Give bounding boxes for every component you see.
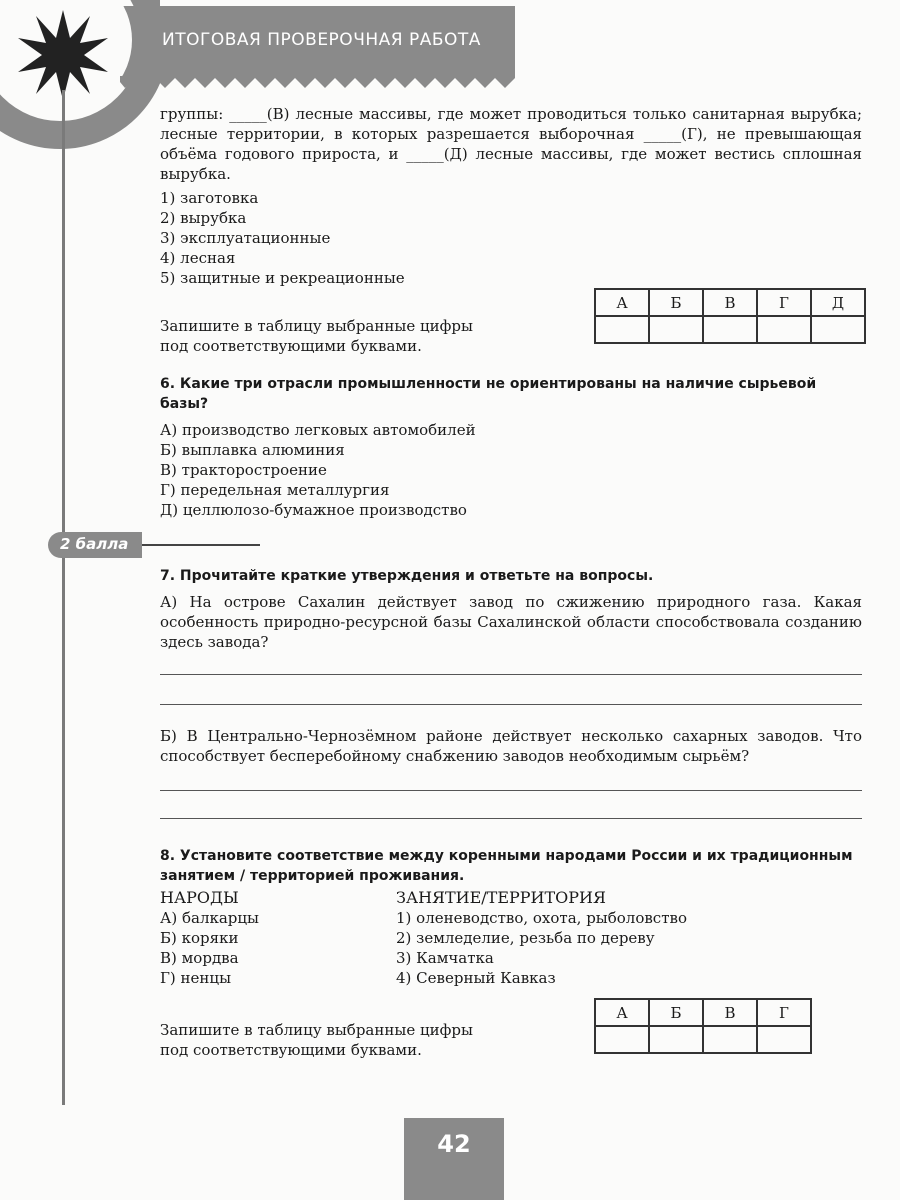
answer-cell[interactable]	[595, 1026, 649, 1053]
list-item: В) мордва	[160, 949, 239, 967]
answer-cell[interactable]	[595, 316, 649, 343]
list-item: Б) выплавка алюминия	[160, 441, 345, 459]
answer-cell[interactable]	[811, 316, 865, 343]
answer-cell[interactable]	[703, 316, 757, 343]
task8-answer-table	[594, 998, 812, 1054]
answer-cell[interactable]	[757, 1026, 811, 1053]
header-zigzag	[120, 76, 515, 90]
points-badge: 2 балла	[48, 532, 142, 558]
list-item: 3) эксплуатационные	[160, 229, 331, 247]
list-item: 2) земледелие, резьба по дереву	[396, 929, 655, 947]
table-header-cell: А	[595, 999, 649, 1026]
page-header-title: ИТОГОВАЯ ПРОВЕРОЧНАЯ РАБОТА	[162, 30, 481, 50]
list-item: 1) заготовка	[160, 189, 259, 207]
task6-question: 6. Какие три отрасли промышленности не ориентированы на наличие сырьевой базы?	[160, 376, 817, 412]
table-header-cell: Г	[757, 999, 811, 1026]
table-header-cell: Б	[649, 289, 703, 316]
instruction-line: Запишите в таблицу выбранные цифры	[160, 1021, 473, 1039]
list-item: 2) вырубка	[160, 209, 247, 227]
task8-instruction	[160, 1020, 580, 1060]
task5-options	[160, 188, 862, 288]
task5-answer-table	[594, 288, 866, 344]
answer-line[interactable]	[160, 674, 862, 675]
table-header-cell: В	[703, 999, 757, 1026]
list-item: В) тракторостроение	[160, 461, 327, 479]
list-item: Г) ненцы	[160, 969, 232, 987]
list-item: А) производство легковых автомобилей	[160, 421, 476, 439]
answer-line[interactable]	[160, 704, 862, 705]
list-item: 5) защитные и рекреационные	[160, 269, 405, 287]
page-number: 42	[437, 1130, 471, 1158]
answer-line[interactable]	[160, 790, 862, 791]
task8-question: 8. Установите соответствие между коренными народами России и их традиционным занятием / территорией проживания.	[160, 848, 853, 884]
task5-text: группы: _____(В) лесные массивы, где может проводиться только санитарная вырубка; лесные территории, в которых разрешается выборочная _____(Г), не превышающая объёма годового прироста, и _____(Д) лесные массивы, где может вестись сплошная вырубка.	[160, 105, 862, 183]
star-burst-icon	[18, 10, 108, 100]
instruction-line: под соответствующими буквами.	[160, 337, 422, 355]
list-item: 3) Камчатка	[396, 949, 494, 967]
task7-part-b: Б) В Центрально-Чернозёмном районе действует несколько сахарных заводов. Что способствует бесперебойному снабжению заводов необходимым сырьём?	[160, 727, 862, 765]
list-item: Г) передельная металлургия	[160, 481, 390, 499]
task8-occupation-column	[396, 888, 816, 988]
column-header: НАРОДЫ	[160, 888, 239, 907]
task8-peoples-column	[160, 888, 390, 988]
instruction-line: Запишите в таблицу выбранные цифры	[160, 317, 473, 335]
list-item: Б) коряки	[160, 929, 239, 947]
answer-line[interactable]	[160, 818, 862, 819]
instruction-line: под соответствующими буквами.	[160, 1041, 422, 1059]
table-header-cell: Г	[757, 289, 811, 316]
answer-cell[interactable]	[703, 1026, 757, 1053]
table-header-cell: А	[595, 289, 649, 316]
answer-cell[interactable]	[757, 316, 811, 343]
badge-divider	[142, 544, 260, 546]
table-header-cell: В	[703, 289, 757, 316]
list-item: 1) оленеводство, охота, рыболовство	[396, 909, 687, 927]
table-header-cell: Б	[649, 999, 703, 1026]
column-header: ЗАНЯТИЕ/ТЕРРИТОРИЯ	[396, 888, 606, 907]
list-item: 4) лесная	[160, 249, 236, 267]
task7-part-a: А) На острове Сахалин действует завод по сжижению природного газа. Какая особенность природно-ресурсной базы Сахалинской области способствовала созданию здесь завода?	[160, 593, 862, 651]
list-item: 4) Северный Кавказ	[396, 969, 556, 987]
answer-cell[interactable]	[649, 1026, 703, 1053]
task6-options	[160, 420, 862, 520]
margin-line	[62, 90, 65, 1105]
list-item: Д) целлюлозо-бумажное производство	[160, 501, 467, 519]
list-item: А) балкарцы	[160, 909, 259, 927]
table-header-cell: Д	[811, 289, 865, 316]
task7-question: 7. Прочитайте краткие утверждения и ответьте на вопросы.	[160, 568, 654, 584]
task5-instruction	[160, 316, 580, 356]
answer-cell[interactable]	[649, 316, 703, 343]
